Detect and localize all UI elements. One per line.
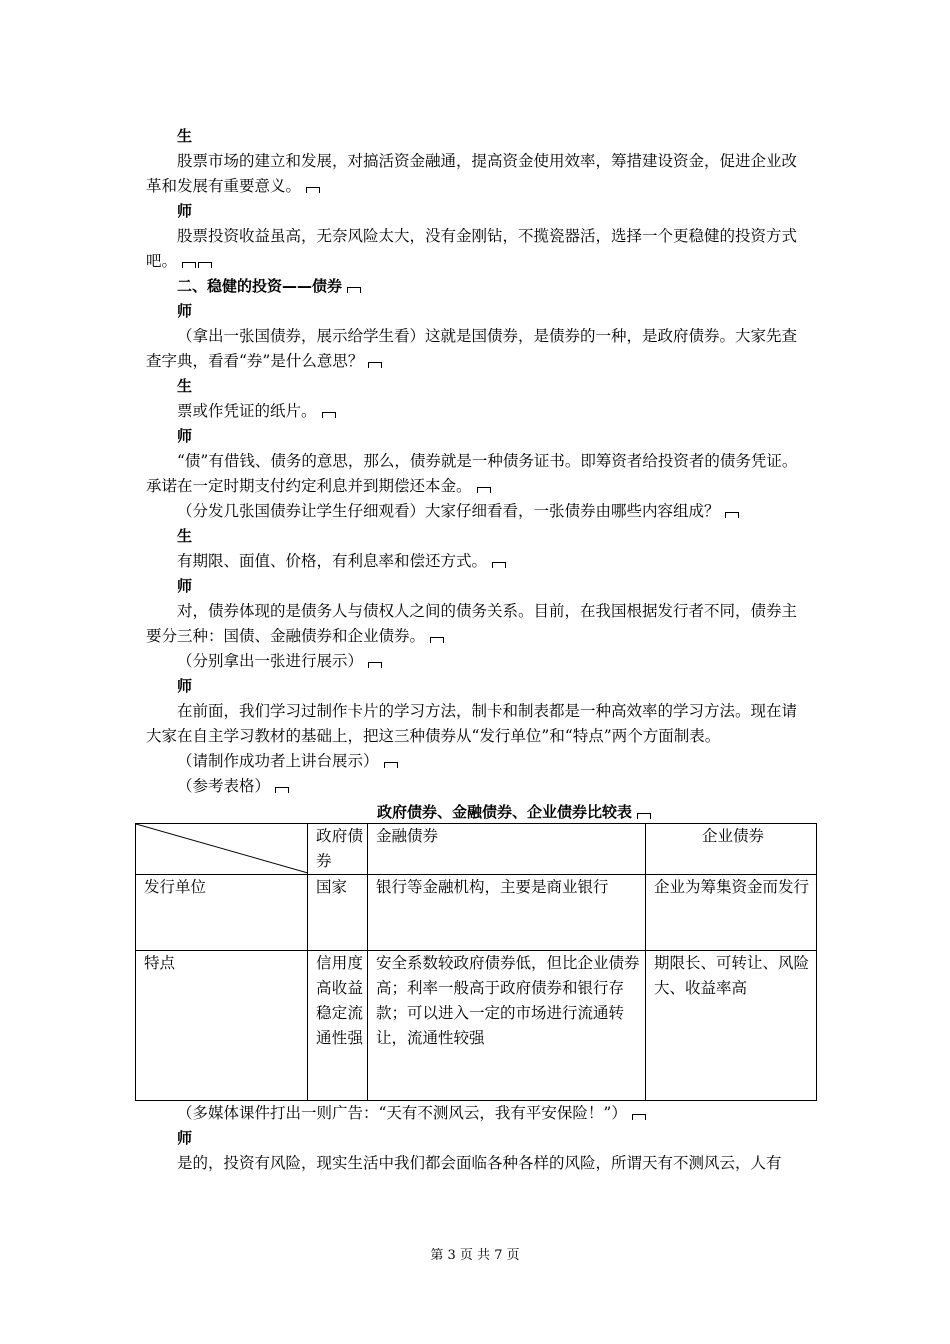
paragraph: 对，债券体现的是债务人与债权人之间的债务关系。目前，在我国根据发行者不同，债券主要分三种：国债、金融债券和企业债券。 — [146, 602, 798, 645]
table-header-row — [136, 824, 817, 875]
paragraph: （分别拿出一张进行展示） — [146, 649, 812, 674]
return-mark-icon — [347, 287, 361, 293]
diagonal-header-cell — [136, 824, 308, 875]
speaker-label: 生 — [177, 527, 193, 545]
diagonal-line-icon — [136, 824, 308, 874]
table-cell: 安全系数较政府债券低，但比企业债券高；利率一般高于政府债券和银行存款；可以进入一定的市场进行流通转让，流通性较强 — [368, 951, 646, 1101]
page-footer: 第 3 页 共 7 页 — [430, 1248, 520, 1263]
return-mark-icon — [306, 187, 320, 193]
table-row — [136, 875, 817, 951]
return-mark-icon — [632, 1114, 646, 1120]
table-cell: 国家 — [308, 875, 368, 951]
speaker-label: 师 — [177, 1129, 193, 1147]
speaker-label: 师 — [177, 427, 193, 445]
return-mark-icon — [368, 362, 382, 368]
paragraph: 票或作凭证的纸片。 — [146, 399, 812, 424]
return-mark-icon — [198, 262, 212, 268]
return-mark-icon — [725, 512, 739, 518]
speaker-label: 师 — [177, 577, 193, 595]
paragraph: 股票市场的建立和发展，对搞活资金融通，提高资金使用效率，筹措建设资金，促进企业改革和发展有重要意义。 — [146, 152, 798, 195]
return-mark-icon — [637, 813, 651, 819]
column-header-fin: 金融债券 — [368, 824, 646, 875]
return-mark-icon — [492, 562, 506, 568]
return-mark-icon — [430, 637, 444, 643]
table-cell: 企业为筹集资金而发行 — [646, 875, 817, 951]
paragraph: （分发几张国债券让学生仔细观看）大家仔细看看，一张债券由哪些内容组成？ — [146, 499, 812, 524]
document-body — [146, 124, 812, 1176]
paragraph: “债”有借钱、债务的意思，那么，债券就是一种债务证书。即筹资者给投资者的债务凭证。承诺在一定时期支付约定利息并到期偿还本金。 — [146, 452, 798, 495]
speaker-label: 生 — [177, 127, 193, 145]
table-cell: 期限长、可转让、风险大、收益率高 — [646, 951, 817, 1101]
speaker-label: 师 — [177, 677, 193, 695]
table-cell: 银行等金融机构，主要是商业银行 — [368, 875, 646, 951]
row-label: 特点 — [136, 951, 308, 1101]
table-cell: 信用度高收益稳定流通性强 — [308, 951, 368, 1101]
table-title: 政府债券、金融债券、企业债券比较表 — [146, 801, 812, 823]
return-mark-icon — [477, 487, 491, 493]
column-header-gov: 政府债券 — [308, 824, 368, 875]
paragraph: （拿出一张国债券，展示给学生看）这就是国债券，是债券的一种，是政府债券。大家先查查字典，看看“券”是什么意思？ — [146, 327, 798, 370]
return-mark-icon — [384, 762, 398, 768]
paragraph: （请制作成功者上讲台展示） — [146, 749, 812, 774]
section-heading: 二、稳健的投资——债券 — [146, 274, 812, 299]
speaker-label: 师 — [177, 202, 193, 220]
speaker-label: 师 — [177, 302, 193, 320]
return-mark-icon — [322, 412, 336, 418]
speaker-label: 生 — [177, 377, 193, 395]
return-mark-icon — [182, 262, 196, 268]
paragraph: （多媒体课件打出一则广告：“天有不测风云，我有平安保险！”） — [146, 1101, 812, 1126]
paragraph: 有期限、面值、价格，有利息率和偿还方式。 — [146, 549, 812, 574]
comparison-table — [135, 823, 817, 1101]
return-mark-icon — [368, 662, 382, 668]
row-label: 发行单位 — [136, 875, 308, 951]
paragraph: 股票投资收益虽高，无奈风险太大，没有金刚钻，不揽瓷器活，选择一个更稳健的投资方式吧。 — [146, 227, 798, 270]
paragraph: 在前面，我们学习过制作卡片的学习方法，制卡和制表都是一种高效率的学习方法。现在请大家在自主学习教材的基础上，把这三种债券从“发行单位”和“特点”两个方面制表。 — [146, 702, 798, 745]
return-mark-icon — [275, 787, 289, 793]
table-row — [136, 951, 817, 1101]
paragraph: （参考表格） — [146, 774, 812, 799]
column-header-ent: 企业债券 — [646, 824, 817, 875]
paragraph: 是的，投资有风险，现实生活中我们都会面临各种各样的风险，所谓天有不测风云，人有 — [177, 1154, 782, 1172]
